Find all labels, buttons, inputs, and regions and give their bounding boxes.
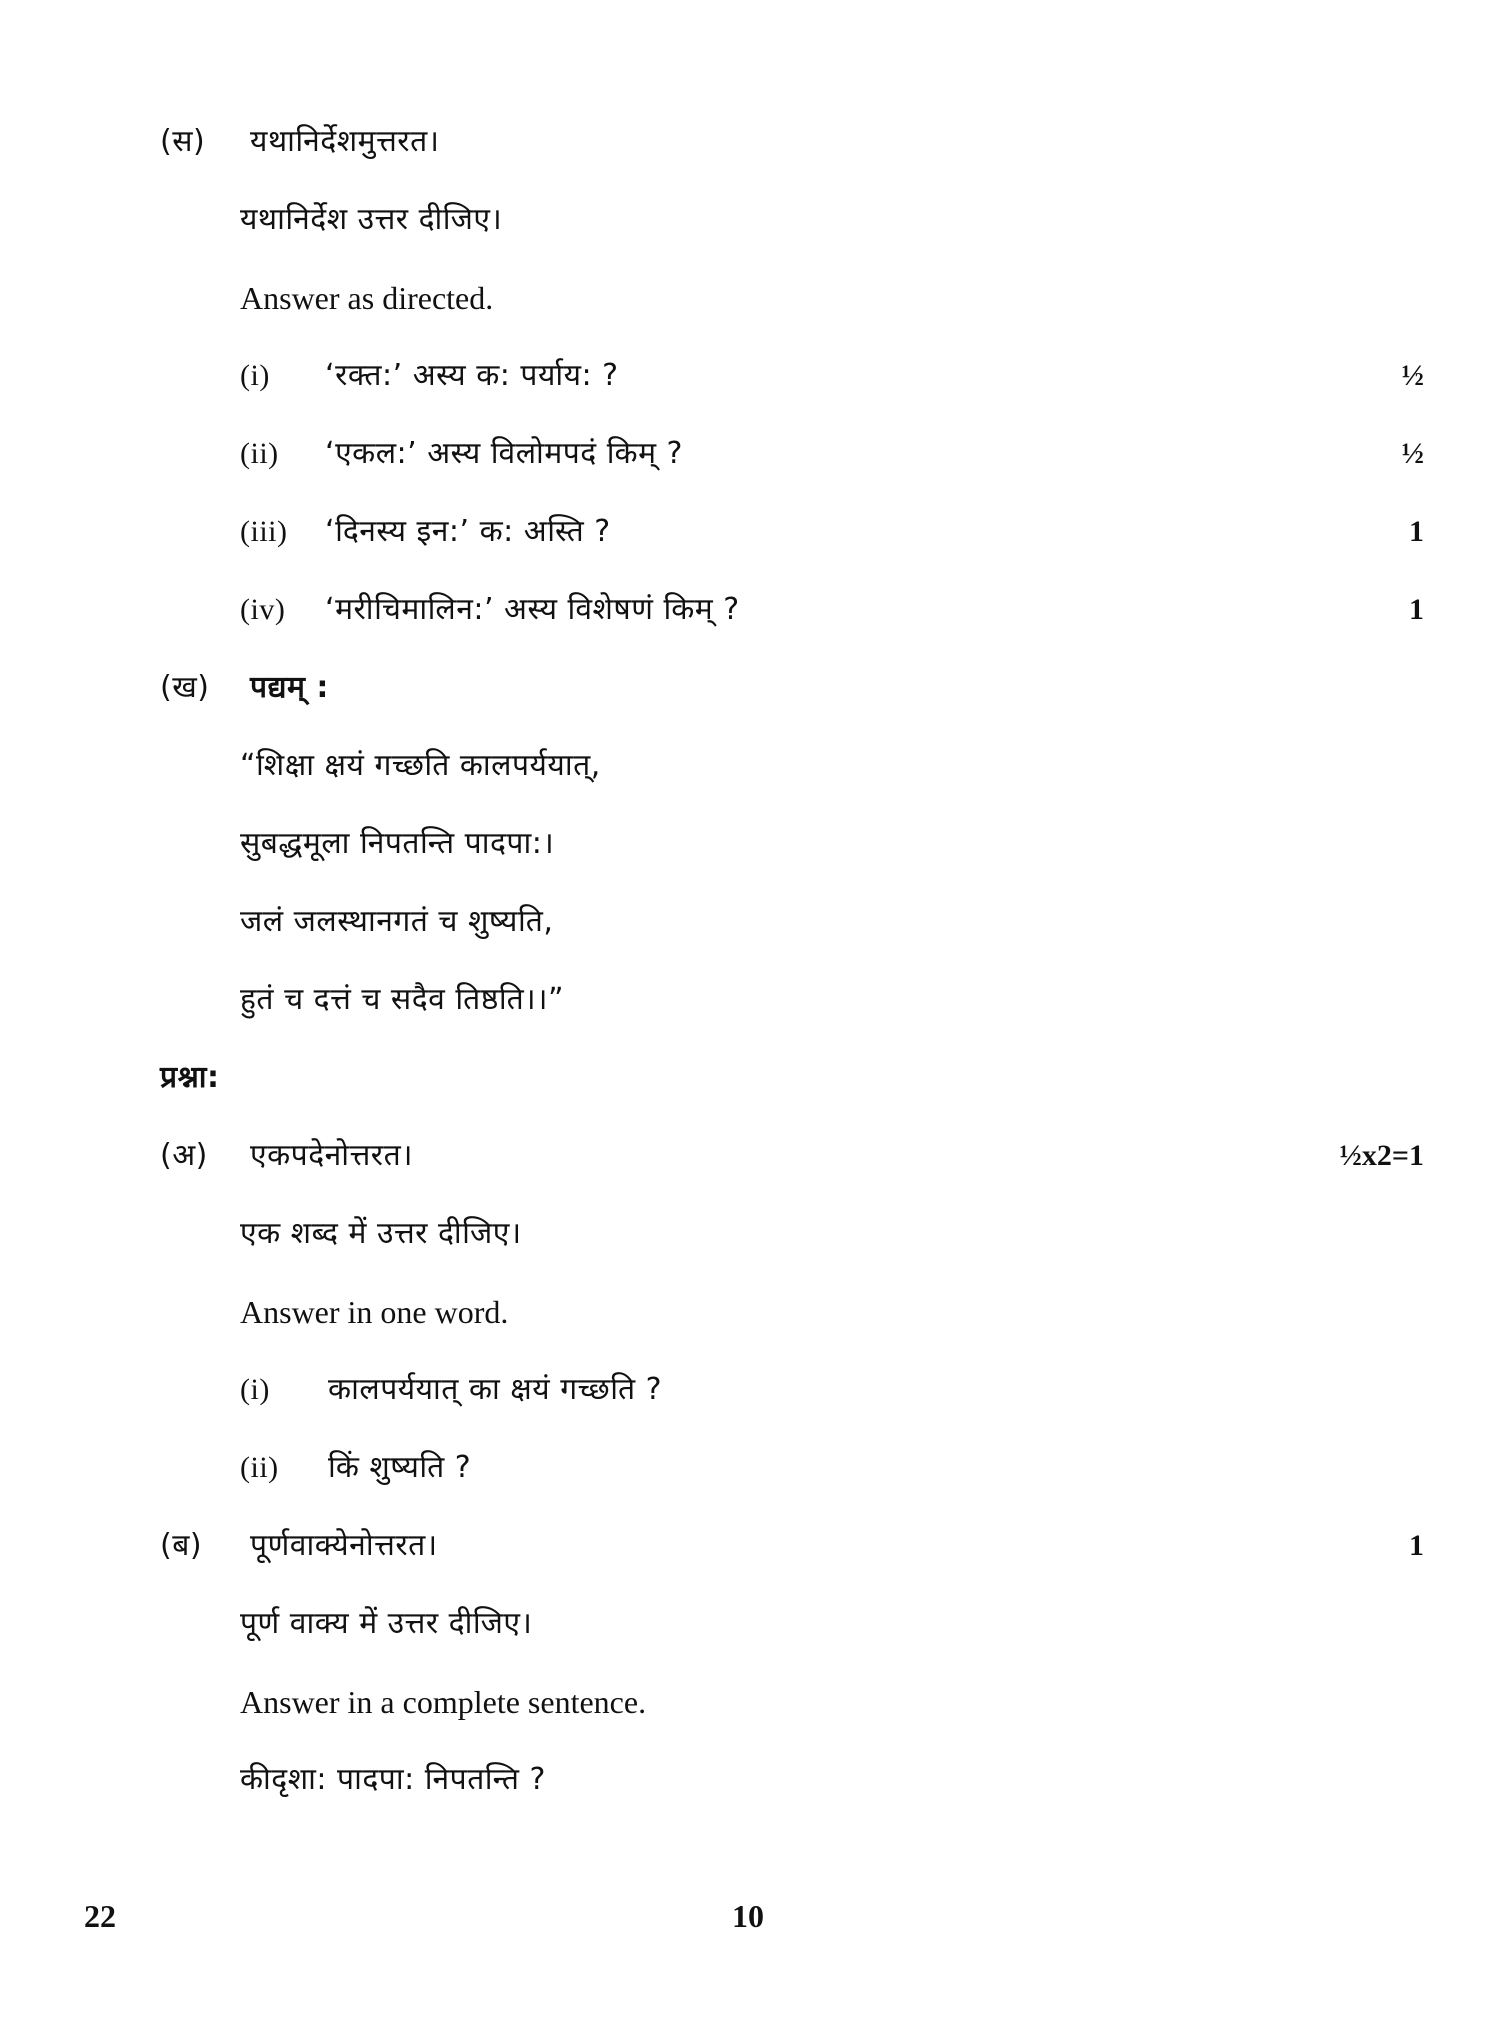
question-number: (ii) [240,437,279,470]
question-item [240,356,619,396]
verse-line: हुतं च दत्तं च सदैव तिष्ठति।।” [240,982,565,1017]
questions-heading: प्रश्ना: [160,1060,220,1095]
question-text: ‘मरीचिमालिन:’ अस्य विशेषणं किम् ? [325,592,740,627]
question-item [240,512,611,552]
question-marks: 1 [1409,593,1424,626]
verse-line: सुबद्धमूला निपतन्ति पादपा:। [240,826,555,861]
section-label: (स) [160,124,206,159]
part-label: (ब) [160,1528,203,1563]
question-text: कीदृशा: पादपा: निपतन्ति ? [240,1762,546,1797]
question-number: (ii) [240,1451,279,1484]
question-item [240,434,683,474]
question-number: (i) [240,359,270,392]
part-a-marks: ½x2=1 [1339,1139,1424,1172]
instruction-english: Answer in a complete sentence. [240,1684,647,1720]
verse-heading: पद्यम् : [250,670,329,705]
part-b-heading [160,1526,438,1566]
question-item [240,1448,471,1488]
question-text: ‘दिनस्य इन:’ क: अस्ति ? [325,514,611,549]
part-label: (अ) [160,1138,208,1173]
question-text: कालपर्ययात् का क्षयं गच्छति ? [328,1372,663,1407]
question-marks: ½ [1401,359,1424,392]
question-text: ‘रक्त:’ अस्य क: पर्याय: ? [325,358,619,393]
question-item [240,590,740,630]
part-b-marks: 1 [1409,1529,1424,1562]
verse-line: “शिक्षा क्षयं गच्छति कालपर्ययात्, [240,748,601,783]
instruction-sanskrit: एकपदेनोत्तरत। [250,1138,414,1173]
instruction-hindi: एक शब्द में उत्तर दीजिए। [240,1216,522,1251]
question-marks: 1 [1409,515,1424,548]
section-sa-heading [160,122,440,162]
question-marks: ½ [1401,437,1424,470]
instruction-hindi: पूर्ण वाक्य में उत्तर दीजिए। [240,1606,533,1641]
instruction-english: Answer as directed. [240,280,494,316]
verse-line: जलं जलस्थानगतं च शुष्यति, [240,904,554,939]
page-number: 10 [732,1898,764,1934]
paper-code: 22 [84,1898,116,1934]
instruction-english: Answer in one word. [240,1294,509,1330]
question-number: (iv) [240,593,286,626]
instruction-hindi: यथानिर्देश उत्तर दीजिए। [240,202,503,237]
question-text: ‘एकल:’ अस्य विलोमपदं किम् ? [325,436,683,471]
question-number: (i) [240,1373,270,1406]
part-a-heading [160,1136,413,1176]
instruction-sanskrit: पूर्णवाक्येनोत्तरत। [250,1528,438,1563]
section-kha-heading [160,668,329,708]
question-text: किं शुष्यति ? [328,1450,472,1485]
question-item [240,1370,662,1410]
section-label: (ख) [160,670,210,705]
question-number: (iii) [240,515,288,548]
instruction-sanskrit: यथानिर्देशमुत्तरत। [250,124,440,159]
